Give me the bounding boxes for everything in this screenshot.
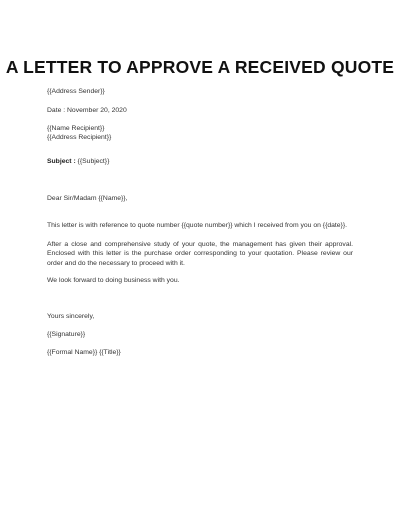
formal-name-title: {{Formal Name}} {{Title}} (47, 349, 121, 356)
body-paragraph-approval: After a close and comprehensive study of your quote, the management has given their approval. Enclosed with this letter is the purchase order corresponding to your quotation. Please review our order and do the necessary to proceed with it. (47, 241, 353, 267)
subject-value: {{Subject}} (75, 158, 110, 165)
letter-date: Date : November 20, 2020 (47, 107, 127, 114)
recipient-name: {{Name Recipient}} (47, 125, 105, 132)
signature-placeholder: {{Signature}} (47, 331, 86, 338)
subject-label: Subject : (47, 158, 76, 165)
body-paragraph-reference: This letter is with reference to quote number {{quote number}} which I received from you on {{date}}. (47, 222, 347, 229)
closing-phrase: Yours sincerely, (47, 313, 95, 320)
recipient-address: {{Address Recipient}} (47, 134, 112, 141)
letter-title: A LETTER TO APPROVE A RECEIVED QUOTE (5, 57, 395, 77)
body-paragraph-closing-remark: We look forward to doing business with you. (47, 277, 180, 284)
salutation: Dear Sir/Madam {{Name}}, (47, 195, 128, 202)
sender-address: {{Address Sender}} (47, 88, 105, 95)
subject-line (47, 157, 109, 166)
